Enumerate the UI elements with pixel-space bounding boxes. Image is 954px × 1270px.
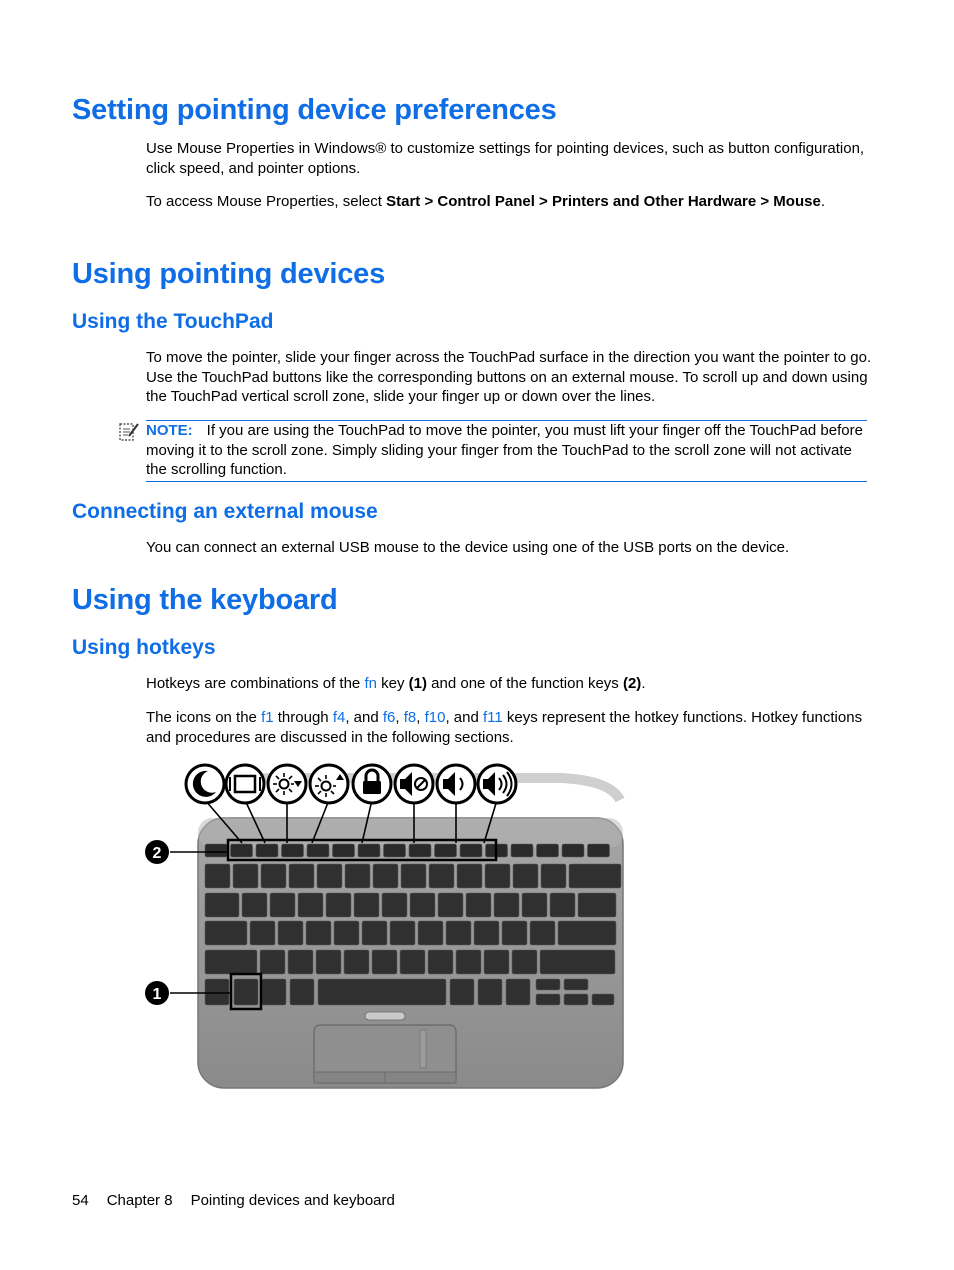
keyboard-key [262,979,286,1005]
keyboard-key [261,864,286,888]
keyboard-key [450,979,474,1005]
keyboard-key [446,921,471,945]
keyboard-keys [205,844,621,1005]
keyboard-key [231,844,253,857]
callout-ref-2: (2) [622,675,642,692]
touchpad-paragraph: To move the pointer, slide your finger across the TouchPad surface in the direction you want the pointer to go. Use the TouchPad buttons like the corresponding buttons on an external mouse. To scroll up and down using the TouchPad vertical scroll zone, slide your finger up or down over the lines. [146,349,872,405]
fn-key-link[interactable]: fn [364,675,377,692]
hotkeys-heading: Using hotkeys [72,636,216,659]
text: through [273,709,333,726]
keyboard-key [409,844,431,857]
keyboard-key [460,844,482,857]
text: , [416,709,425,726]
keyboard-key [358,844,380,857]
keyboard-key [512,950,537,974]
keyboard-key [205,864,230,888]
keyboard-key [306,921,331,945]
f6-key-link[interactable]: f6 [382,709,396,726]
keyboard-key [564,979,588,990]
callout-1-label: 1 [152,986,162,1003]
volume-down-icon [437,765,475,803]
keyboard-key [511,844,533,857]
keyboard-key [354,893,379,917]
brightness-down-icon [268,765,306,803]
hotkeys-paragraph [146,674,872,694]
keyboard-key [333,844,355,857]
keyboard-key [564,994,588,1005]
keyboard-key [506,979,530,1005]
keyboard-key [344,950,369,974]
keyboard-key [242,893,267,917]
sleep-icon [186,765,224,803]
touchpad-heading: Using the TouchPad [72,310,274,333]
keyboard-key [270,893,295,917]
keyboard-key [457,864,482,888]
keyboard-key [382,893,407,917]
keyboard-key [541,864,566,888]
keyboard-key [401,864,426,888]
text: key [376,675,409,692]
text: keys represent the hotkey functions. Hotkey functions and procedures are discussed in the following sections. [146,709,863,746]
access-paragraph [146,192,872,212]
keyboard-key [298,893,323,917]
keyboard-key [205,921,247,945]
keyboard-key [588,844,610,857]
keyboard-key [317,864,342,888]
keyboard-key [578,893,616,917]
callout-2 [145,840,169,864]
keyboard-key [513,864,538,888]
keyboard-key [260,950,285,974]
text: The icons on the [146,709,262,726]
keyboard-key [418,921,443,945]
keyboard-key [205,844,227,857]
keyboard-heading: Using the keyboard [72,584,338,616]
keyboard-key [410,893,435,917]
f10-key-link[interactable]: f10 [424,709,446,726]
keyboard-key [456,950,481,974]
keyboard-key [326,893,351,917]
text: , [395,709,404,726]
lock-icon [353,765,391,803]
f8-key-link[interactable]: f8 [403,709,417,726]
keyboard-key [373,864,398,888]
keyboard-key [390,921,415,945]
keyboard-key [282,844,304,857]
brightness-up-icon [310,765,348,803]
callout-2-label: 2 [152,845,162,862]
external-mouse-heading: Connecting an external mouse [72,500,378,523]
keyboard-key [502,921,527,945]
keyboard-key [250,921,275,945]
keyboard-key [362,921,387,945]
chapter-label: Chapter 8 [106,1192,173,1209]
f11-key-link[interactable]: f11 [482,709,503,726]
keyboard-key [307,844,329,857]
keyboard-key [290,979,314,1005]
text: , and [345,709,383,726]
keyboard-key [429,864,454,888]
keyboard-key [558,921,616,945]
keyboard-key [205,893,239,917]
keyboard-key [536,994,560,1005]
access-prefix: To access Mouse Properties, select [146,193,387,210]
keyboard-key [345,864,370,888]
keyboard-key [384,844,406,857]
keyboard-figure [140,760,630,1100]
keyboard-key [234,979,258,1005]
volume-up-icon [478,765,516,803]
touchpad-indicator [365,1012,405,1020]
keyboard-key [530,921,555,945]
f4-key-link[interactable]: f4 [332,709,346,726]
keyboard-key [550,893,575,917]
external-mouse-paragraph: You can connect an external USB mouse to the device using one of the USB ports on the device. [146,539,790,556]
preferences-paragraph: Use Mouse Properties in Windows® to customize settings for pointing devices, such as button configuration, click speed, and pointer options. [146,140,865,177]
keyboard-key [592,994,614,1005]
keyboard-key [205,950,257,974]
display-switch-icon [226,765,264,803]
keyboard-key [562,844,584,857]
keyboard-key [428,950,453,974]
note-icon [118,421,140,443]
keyboard-key [289,864,314,888]
keyboard-key [485,864,510,888]
keyboard-key [256,844,278,857]
keyboard-key [233,864,258,888]
keyboard-key [522,893,547,917]
keyboard-key [569,864,621,888]
keyboard-key [435,844,457,857]
page-footer [72,1192,413,1209]
keyboard-key [478,979,502,1005]
keyboard-key [494,893,519,917]
keyboard-key [536,979,560,990]
keyboard-key [540,950,615,974]
note-box [146,420,867,482]
keyboard-key [484,950,509,974]
keyboard-key [318,979,446,1005]
keyboard-key [205,979,229,1005]
text: and one of the function keys [427,675,623,692]
keyboard-key [316,950,341,974]
keyboard-key [400,950,425,974]
access-suffix: . [820,193,825,210]
keyboard-key [537,844,559,857]
keyboard-key [474,921,499,945]
menu-path: Start > Control Panel > Printers and Other Hardware > Mouse [386,193,821,210]
keyboard-key [288,950,313,974]
mute-icon [395,765,433,803]
keyboard-key [438,893,463,917]
note-label: NOTE: [146,422,193,439]
hotkey-icons-paragraph [146,708,872,747]
chapter-title: Pointing devices and keyboard [190,1192,395,1209]
keyboard-key [466,893,491,917]
text: . [641,675,646,692]
text: Hotkeys are combinations of the [146,675,365,692]
hotkey-icons [186,765,516,803]
page-number: 54 [72,1192,89,1209]
callout-ref-1: (1) [408,675,427,692]
note-text: If you are using the TouchPad to move the pointer, you must lift your finger off the TouchPad before moving it to the scroll zone. Simply sliding your finger from the TouchPad to the scroll zone will not activate the scrolling function. [146,422,863,478]
keyboard-key [334,921,359,945]
text: , and [445,709,483,726]
keyboard-key [278,921,303,945]
f1-key-link[interactable]: f1 [261,709,274,726]
page-title: Setting pointing device preferences [72,94,557,126]
callout-1 [145,981,169,1005]
keyboard-key [372,950,397,974]
pointing-devices-heading: Using pointing devices [72,258,386,290]
